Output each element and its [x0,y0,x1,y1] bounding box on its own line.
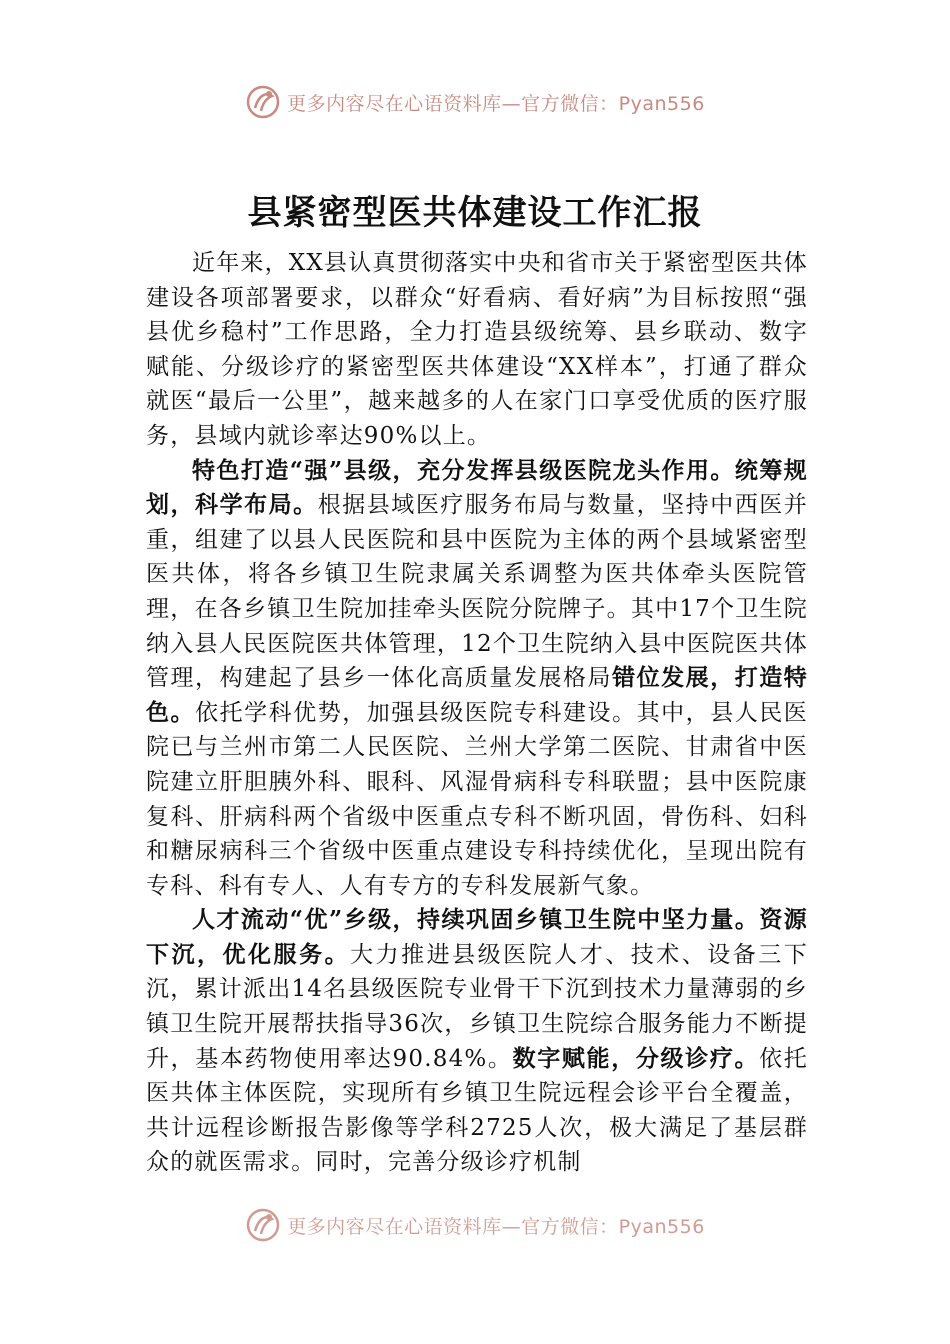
watermark-footer [0,1205,950,1245]
watermark-logo-icon [245,84,281,120]
document-body [146,246,808,1180]
paragraph-county [146,454,808,904]
paragraph-text: 大力推进县级医院人才、技术、设备三下沉，累计派出14名县级医院专业骨干下沉到技术力量薄弱的乡镇卫生院开展帮扶指导36次，乡镇卫生院综合服务能力不断提升，基本药物使用率达90.84%。 [146,941,808,1072]
document-title: 县紧密型医共体建设工作汇报 [247,193,703,233]
paragraph-lead: 特色打造“强”县级，充分发挥县级医院龙头作用。统筹规划，科学布局。 [146,456,808,519]
watermark-header [0,82,950,122]
paragraph-text-2: 依托学科优势，加强县级医院专科建设。其中，县人民医院已与兰州市第二人民医院、兰州大学第二医院、甘肃省中医院建立肝胆胰外科、眼科、风湿骨病科专科联盟；县中医院康复科、肝病科两个省级中医重点专科不断巩固，骨伤科、妇科和糖尿病科三个省级中医重点建设专科持续优化，呈现出院有专科、科有专人、人有专方的专科发展新气象。 [146,699,808,899]
watermark-text: 更多内容尽在心语资料库—官方微信：Pyan556 [287,1215,705,1238]
paragraph-lead-2: 数字赋能，分级诊疗。 [512,1044,760,1072]
paragraph-township [146,903,808,1180]
paragraph-text: 根据县域医疗服务布局与数量，坚持中西医并重，组建了以县人民医院和县中医院为主体的两个县域紧密型医共体，将各乡镇卫生院隶属关系调整为医共体牵头医院管理，在各乡镇卫生院加挂牵头医院分院牌子。其中17个卫生院纳入县人民医院医共体管理，12个卫生院纳入县中医院医共体管理，构建起了县乡一体化高质量发展格局 [146,492,808,692]
paragraph-text: 近年来，XX县认真贯彻落实中央和省市关于紧密型医共体建设各项部署要求，以群众“好看病、看好病”为目标按照“强县优乡稳村”工作思路，全力打造县级统筹、县乡联动、数字赋能、分级诊疗的紧密型医共体建设“XX样本”，打通了群众就医“最后一公里”，越来越多的人在家门口享受优质的医疗服务，县域内就诊率达90%以上。 [146,250,808,449]
paragraph-intro [146,246,808,454]
paragraph-lead: 人才流动“优”乡级，持续巩固乡镇卫生院中坚力量。资源下沉，优化服务。 [146,906,808,968]
paragraph-lead-2: 错位发展，打造特色。 [146,664,808,726]
watermark-logo-icon [245,1207,281,1243]
paragraph-text-2: 依托医共体主体医院，实现所有乡镇卫生院远程会诊平台全覆盖，共计远程诊断报告影像等学科2725人次，极大满足了基层群众的就医需求。同时，完善分级诊疗机制 [146,1045,808,1176]
watermark-text: 更多内容尽在心语资料库—官方微信：Pyan556 [287,92,705,115]
